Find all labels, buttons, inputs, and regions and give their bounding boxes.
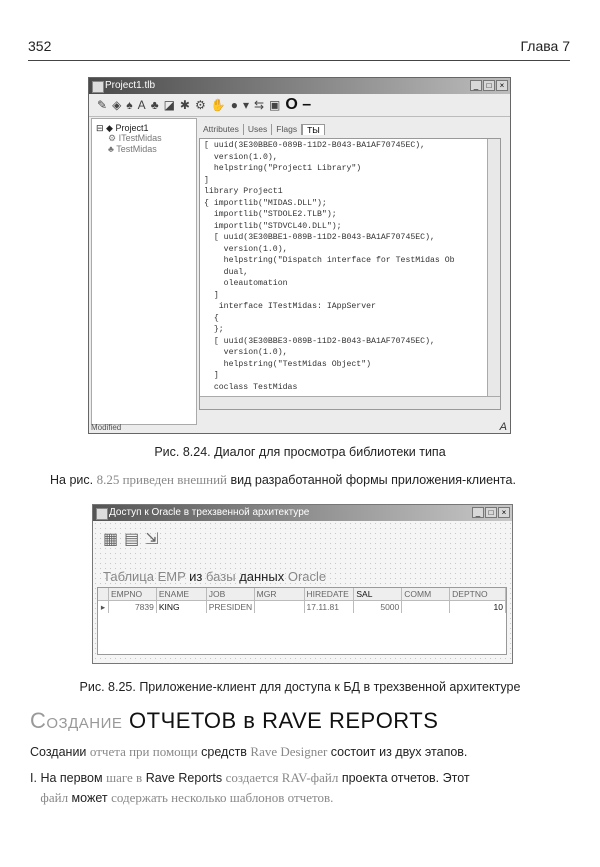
paragraph-intro: Создании отчета при помощи средств Rave Designer состоит из двух этапов. xyxy=(30,744,468,759)
window-titlebar[interactable] xyxy=(89,78,510,94)
property-icon[interactable]: ✋ xyxy=(210,98,226,112)
refresh-icon[interactable]: ⇆ xyxy=(253,98,265,112)
col-mgr[interactable]: MGR xyxy=(255,588,305,600)
close-button[interactable]: × xyxy=(496,80,508,91)
maximize-button[interactable]: □ xyxy=(485,507,497,518)
minimize-button[interactable]: _ xyxy=(472,507,484,518)
col-comm[interactable]: COMM xyxy=(402,588,450,600)
col-sal[interactable]: SAL xyxy=(354,588,402,600)
window-titlebar-2[interactable] xyxy=(93,505,512,521)
record-icon[interactable]: ♣ xyxy=(150,98,159,112)
field-icon[interactable]: ● xyxy=(230,98,238,112)
interface-icon[interactable]: ✎ xyxy=(97,98,108,112)
maximize-button[interactable]: □ xyxy=(483,80,495,91)
status-glyph: A xyxy=(499,421,507,433)
dropdown-icon[interactable]: ▾ xyxy=(242,98,249,112)
dcom-connection-icon[interactable]: ▦ xyxy=(103,531,119,548)
tree-root[interactable]: ⊟ ◆ Project1 xyxy=(96,123,149,133)
figure-caption-8-24: Рис. 8.24. Диалог для просмотра библиотеки типа xyxy=(154,445,446,459)
col-deptno[interactable]: DEPTNO xyxy=(450,588,506,600)
window-title: Project1.tlb xyxy=(105,80,156,91)
figure-caption-8-25: Рис. 8.25. Приложение-клиент для доступа к БД в трехзвенной архитектуре xyxy=(79,680,521,694)
tab-strip xyxy=(199,124,325,135)
form-design-surface xyxy=(93,521,512,663)
dispatch-icon[interactable]: ◈ xyxy=(112,98,122,112)
col-job[interactable]: JOB xyxy=(207,588,255,600)
method-icon[interactable]: ⚙ xyxy=(194,98,206,112)
app-icon xyxy=(92,81,104,93)
alias-icon[interactable]: A xyxy=(137,98,146,112)
horizontal-scrollbar[interactable] xyxy=(200,396,500,409)
table-row[interactable]: ▸ 7839 KING PRESIDEN 17.11.81 5000 10 xyxy=(98,601,506,613)
window-title-2: Доступ к Oracle в трехзвенной архитектуре xyxy=(109,507,310,518)
tree-item-itestmidas[interactable]: ⚙ ITestMidas xyxy=(108,133,162,143)
status-modified: Modified xyxy=(91,423,122,432)
minimize-button[interactable]: _ xyxy=(470,80,482,91)
grid-header xyxy=(98,588,506,601)
row-indicator-icon: ▸ xyxy=(98,601,109,613)
union-icon[interactable]: ◪ xyxy=(163,98,175,112)
object-tree xyxy=(91,118,197,425)
tab-flags[interactable]: Flags xyxy=(272,124,302,135)
emp-data-grid[interactable] xyxy=(97,587,507,655)
list-item-1: I. На первом шаге в Rave Reports создается RAV-файл проекта отчетов. Этот файл может содержать несколько шаблонов отчетов. xyxy=(30,770,470,805)
col-ename[interactable]: ENAME xyxy=(157,588,207,600)
code-text: [ uuid(3E30BBE0-089B-11D2-B043-BA1AF70745EC), version(1.0), helpstring("Project1 Library") ] library Project1 { importlib("MIDAS.DLL"); importlib("STDOLE2.TLB"); importlib("STDVCL40.DLL"); [ uuid(3E30BBE1-089B-11D2-B043-BA1AF70745EC), version(1.0), helpstring("Dispatch interface for TestMidas Ob dual, oleautomation ] interface ITestMidas: IAppServer { }; [ uuid(3E30BBE3-089B-11D2-B043-BA1AF70745EC), version(1.0), helpstring("TestMidas Object") ] coclass TestMidas xyxy=(204,141,455,392)
page-number: 352 xyxy=(28,38,52,54)
header-rule xyxy=(28,60,570,61)
chapter-title: Глава 7 xyxy=(520,38,570,54)
close-button[interactable]: × xyxy=(498,507,510,518)
tab-text[interactable]: TЫ xyxy=(302,124,325,135)
enum-icon[interactable]: ♠ xyxy=(126,98,133,112)
datasource-icon[interactable]: ⇲ xyxy=(145,531,159,548)
type-library-window xyxy=(88,77,511,434)
col-empno[interactable]: EMPNO xyxy=(109,588,157,600)
export-glyph: О – xyxy=(285,96,312,113)
table-label: Таблица EMP из базы данных Oracle xyxy=(103,569,327,584)
oracle-client-window xyxy=(92,504,513,664)
tab-uses[interactable]: Uses xyxy=(244,124,272,135)
paragraph-figure-ref: На рис. 8.25 приведен внешний вид разработанной формы приложения-клиента. xyxy=(50,472,516,487)
idl-text-editor[interactable] xyxy=(199,138,501,410)
module-icon[interactable]: ✱ xyxy=(179,98,190,112)
client-dataset-icon[interactable]: ▤ xyxy=(124,531,140,548)
tab-attributes[interactable]: Attributes xyxy=(199,124,244,135)
section-heading: Создание ОТЧЕТОВ в RAVE REPORTS xyxy=(30,708,439,733)
vertical-scrollbar[interactable] xyxy=(487,139,500,409)
col-hiredate[interactable]: HIREDATE xyxy=(305,588,355,600)
app-icon xyxy=(96,508,108,520)
register-icon[interactable]: ▣ xyxy=(269,98,281,112)
tree-item-testmidas[interactable]: ♣ TestMidas xyxy=(108,144,157,154)
toolbar xyxy=(89,94,510,117)
